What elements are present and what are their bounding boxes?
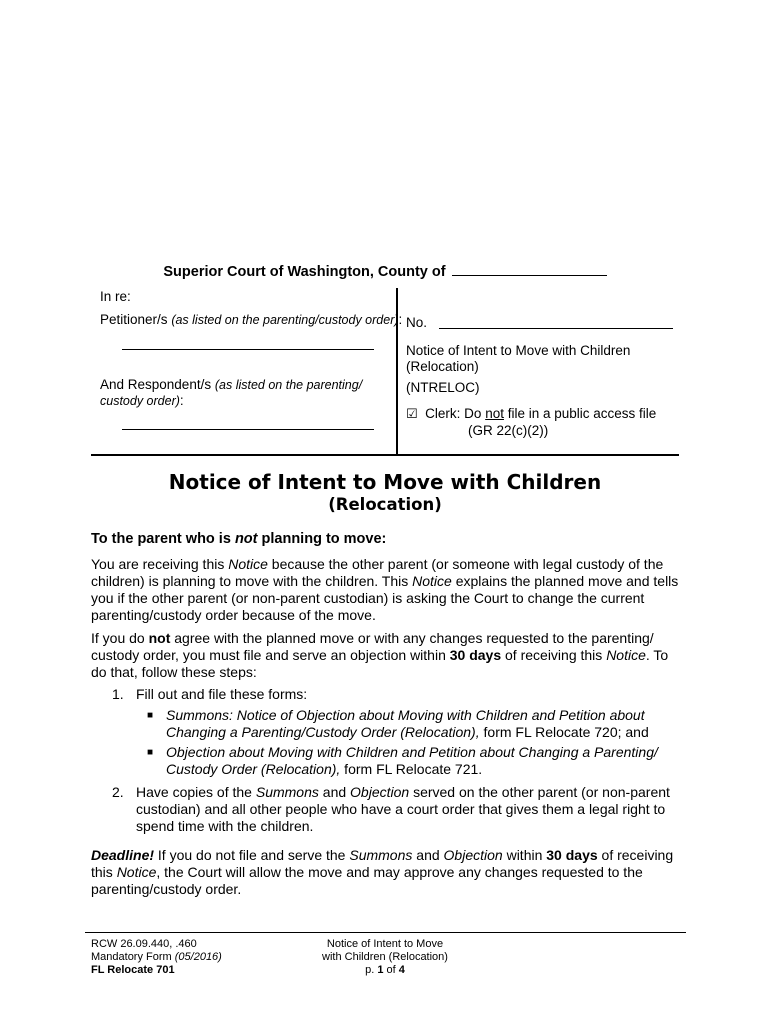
p2-b: not: [148, 630, 171, 646]
footer-center: [300, 938, 470, 977]
b2-b: Custody Order (Relocation),: [166, 761, 341, 777]
bullet-1-icon: ■: [147, 710, 154, 721]
notice-subtitle: (Relocation): [328, 495, 442, 514]
respondent-label-text: And Respondent/s: [100, 377, 212, 392]
respondent-note-1: (as listed on the parenting/: [214, 378, 363, 392]
checkbox-checked-icon[interactable]: ☑: [406, 407, 418, 422]
b1-b: Changing a Parenting/Custody Order (Relocation),: [166, 724, 480, 740]
p2-h: . To: [645, 647, 669, 663]
d-c: Summons: [349, 847, 413, 863]
paragraph-2: [91, 630, 681, 681]
d-h: of receiving: [597, 847, 674, 863]
petitioner-note: (as listed on the parenting/custody order): [171, 313, 399, 327]
d-i: this: [91, 864, 117, 880]
form-title-line-2: (Relocation): [406, 359, 479, 374]
bullet-2-icon: ■: [147, 747, 154, 758]
clerk-pre: Clerk: Do: [425, 406, 486, 421]
case-caption: [91, 288, 679, 456]
subhead-pre: To the parent who is: [91, 531, 235, 547]
p2-c: agree with the planned move or with any changes requested to the parenting/: [170, 630, 654, 646]
p1-f: explains the planned move and tells: [451, 573, 679, 589]
notice-title: Notice of Intent to Move with Children: [168, 470, 602, 494]
footer-rcw: RCW 26.09.440, .460: [91, 938, 197, 950]
d-l: parenting/custody order.: [91, 881, 242, 897]
b1-c: form FL Relocate 720; and: [479, 724, 649, 740]
case-number-label: No.: [406, 315, 428, 330]
b2-a: Objection about Moving with Children and Petition about Changing a Parenting/: [166, 744, 658, 760]
p2-a: If you do: [91, 630, 149, 646]
p1-c: because the other parent (or someone with legal custody of the: [267, 556, 664, 572]
p1-g: you if the other parent (or non-parent custodian) is asking the Court to change the current: [91, 590, 645, 606]
section-subhead: [91, 531, 386, 547]
d-g: 30 days: [546, 847, 598, 863]
footer-mandatory-date: (05/2016): [174, 951, 222, 963]
deadline-label: Deadline!: [91, 847, 155, 863]
p1-a: You are receiving this: [91, 556, 229, 572]
clerk-rule: (GR 22(c)(2)): [468, 423, 549, 438]
footer-mandatory: Mandatory Form: [91, 951, 175, 963]
d-e: Objection: [443, 847, 503, 863]
case-number-field[interactable]: [439, 328, 673, 329]
step-1-text: Fill out and file these forms:: [136, 686, 308, 702]
s2-f: custodian) and all other people who have a court order that gives them a legal right to: [136, 801, 666, 817]
d-d: and: [412, 847, 444, 863]
subhead-em: not: [234, 531, 258, 547]
d-k: , the Court will allow the move and may approve any changes requested to the: [156, 864, 643, 880]
b1-a: Summons: Notice of Objection about Moving with Children and Petition about: [166, 707, 645, 723]
county-blank-field[interactable]: [452, 262, 607, 276]
p2-g: Notice: [606, 647, 646, 663]
respondent-name-line[interactable]: [122, 429, 374, 430]
footer-form-id: FL Relocate 701: [91, 964, 175, 976]
footer-center-1: Notice of Intent to Move: [326, 938, 444, 950]
s2-b: Summons: [255, 784, 319, 800]
b2-c: form FL Relocate 721.: [340, 761, 483, 777]
step-2-number: 2.: [112, 784, 124, 800]
d-j: Notice: [116, 864, 157, 880]
footer-left: [91, 938, 222, 977]
d-f: within: [502, 847, 547, 863]
footer-page-mid: of: [383, 964, 399, 976]
p1-d: children) is planning to move with the children. This: [91, 573, 413, 589]
s2-d: Objection: [350, 784, 410, 800]
p2-f: of receiving this: [501, 647, 607, 663]
footer-center-2: with Children (Relocation): [322, 951, 448, 963]
respondent-note-2: custody order): [100, 394, 180, 408]
bullet-1-text: [166, 707, 666, 741]
footer-page-num: 1: [377, 964, 384, 976]
footer-page-total: 4: [398, 964, 405, 976]
footer-page-pre: p.: [365, 964, 378, 976]
s2-g: spend time with the children.: [136, 818, 314, 834]
footer-rule: [85, 932, 686, 933]
petitioner-name-line[interactable]: [122, 349, 374, 350]
court-title-text: Superior Court of Washington, County of: [163, 264, 446, 280]
s2-a: Have copies of the: [136, 784, 256, 800]
step-2-text: [136, 784, 676, 835]
p1-b: Notice: [228, 556, 268, 572]
step-1-number: 1.: [112, 686, 124, 702]
s2-c: and: [318, 784, 351, 800]
form-code: (NTRELOC): [406, 380, 480, 395]
p1-e: Notice: [412, 573, 452, 589]
bullet-2-text: [166, 744, 666, 778]
clerk-post: file in a public access file: [503, 406, 657, 421]
p2-e: 30 days: [449, 647, 502, 663]
in-re-label: In re:: [100, 289, 131, 304]
court-title: [0, 262, 770, 280]
notice-heading: [0, 470, 770, 516]
p2-i: do that, follow these steps:: [91, 664, 257, 680]
petitioner-colon: :: [398, 312, 403, 327]
p1-h: parenting/custody order because of the move.: [91, 607, 376, 623]
s2-e: served on the other parent (or non-parent: [409, 784, 670, 800]
paragraph-1: [91, 556, 681, 624]
respondent-label: [100, 377, 380, 409]
petitioner-label-text: Petitioner/s: [100, 312, 168, 327]
p2-d: custody order, you must file and serve an objection within: [91, 647, 450, 663]
subhead-post: planning to move:: [257, 531, 387, 547]
clerk-instruction: [406, 406, 656, 423]
respondent-colon: :: [179, 393, 184, 408]
petitioner-label: [100, 312, 402, 328]
clerk-not: not: [485, 406, 504, 421]
d-b: If you do not file and serve the: [154, 847, 350, 863]
deadline-paragraph: [91, 847, 681, 898]
form-title-line-1: Notice of Intent to Move with Children: [406, 343, 631, 358]
